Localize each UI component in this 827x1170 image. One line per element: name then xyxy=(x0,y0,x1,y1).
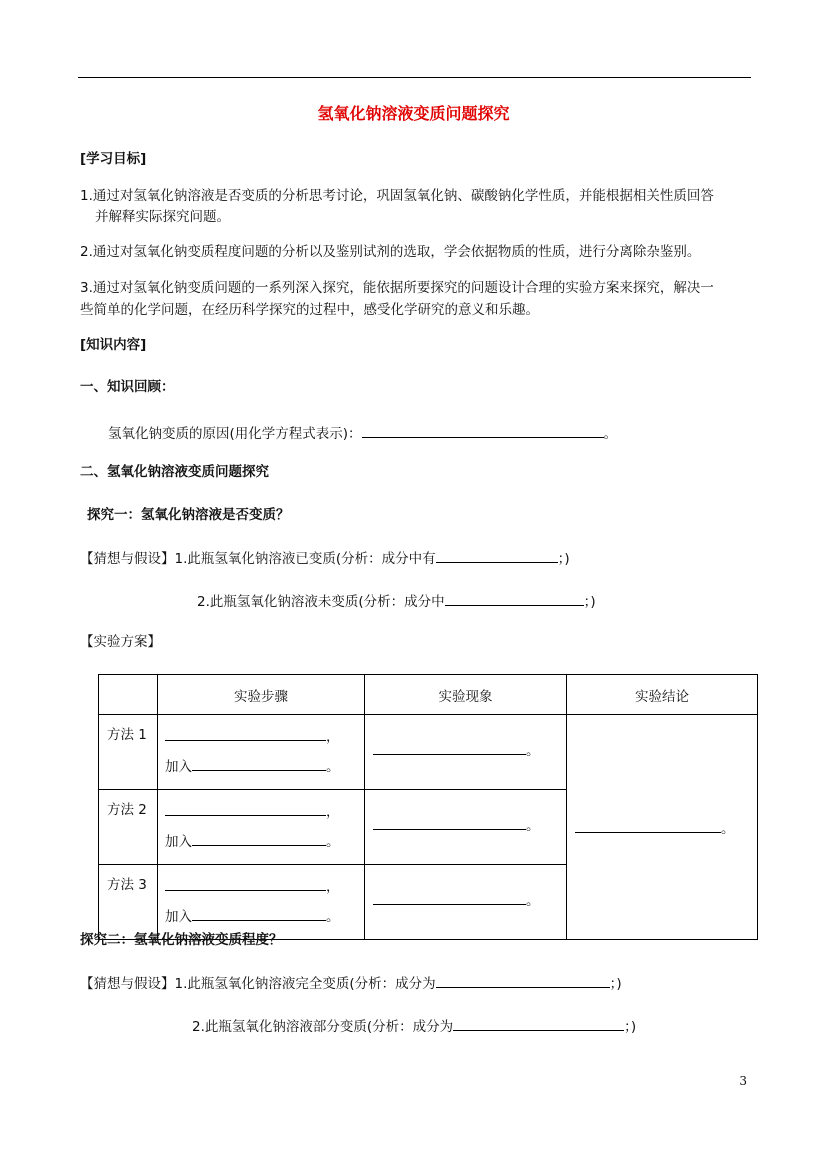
table-row xyxy=(99,715,758,790)
inquiry-1-hypothesis-2 xyxy=(197,591,596,611)
header-phenomena: 实验现象 xyxy=(365,675,567,715)
hypothesis-label: 【猜想与假设】 xyxy=(80,976,175,992)
inquiry-2-hypothesis-1 xyxy=(80,973,622,993)
experiment-table xyxy=(98,674,758,940)
goal-3-line-1: 3.通过对氢氧化钠变质问题的一系列深入探究，能依据所要探究的问题设计合理的实验方案来探究，解决一 xyxy=(80,280,714,296)
review-blank[interactable] xyxy=(362,423,604,438)
hypothesis-2-blank[interactable] xyxy=(445,591,584,606)
period: 。 xyxy=(526,743,540,759)
method-1-label: 方法 1 xyxy=(99,715,158,790)
method-2-phenomena xyxy=(365,790,567,865)
inquiry-2-hypothesis-2 xyxy=(192,1016,636,1036)
hypothesis-1-suffix: ；) xyxy=(557,551,570,567)
method-3-label: 方法 3 xyxy=(99,865,158,940)
header-steps: 实验步骤 xyxy=(158,675,365,715)
method-1-phenomena-blank[interactable] xyxy=(373,740,526,755)
review-heading: 一、知识回顾： xyxy=(80,379,175,395)
inquiry-1-hypothesis-1 xyxy=(80,548,570,568)
inquiry-2-hypothesis-2-blank[interactable] xyxy=(453,1016,624,1031)
comma: ， xyxy=(326,729,340,745)
inquiry-1-heading: 探究一：氢氧化钠溶液是否变质？ xyxy=(87,507,290,523)
hypothesis-1-suffix: ；) xyxy=(609,976,622,992)
inquiry-2-hypothesis-1-blank[interactable] xyxy=(436,973,610,988)
goals-heading: [学习目标] xyxy=(80,151,147,167)
period: 。 xyxy=(326,909,340,925)
section-2-heading: 二、氢氧化钠溶液变质问题探究 xyxy=(80,464,269,480)
goal-1-line-2: 并解释实际探究问题。 xyxy=(95,209,230,225)
method-3-phenomena-blank[interactable] xyxy=(373,890,526,905)
inquiry-2-heading: 探究二：氢氧化钠溶液变质程度？ xyxy=(80,932,283,948)
method-2-step-blank[interactable] xyxy=(165,801,326,816)
document-title: 氢氧化钠溶液变质问题探究 xyxy=(317,104,510,123)
conclusion-blank[interactable] xyxy=(575,818,721,833)
method-3-steps xyxy=(158,865,365,940)
hypothesis-1-text: 1.此瓶氢氧化钠溶液已变质(分析：成分中有 xyxy=(174,551,436,567)
hypothesis-label: 【猜想与假设】 xyxy=(80,551,175,567)
hypothesis-1-text: 1.此瓶氢氧化钠溶液完全变质(分析：成分为 xyxy=(174,976,436,992)
hypothesis-2-suffix: ；) xyxy=(583,594,596,610)
review-question xyxy=(108,423,617,443)
method-1-step-blank[interactable] xyxy=(165,726,326,741)
conclusion-cell xyxy=(567,715,758,940)
method-2-reagent-blank[interactable] xyxy=(192,831,326,846)
hypothesis-2-text: 2.此瓶氢氧化钠溶液未变质(分析：成分中 xyxy=(197,594,445,610)
method-3-step-blank[interactable] xyxy=(165,876,326,891)
hypothesis-2-suffix: ；) xyxy=(624,1019,637,1035)
add-label: 加入 xyxy=(165,909,192,925)
method-1-phenomena xyxy=(365,715,567,790)
period: 。 xyxy=(326,759,340,775)
table-header-row xyxy=(99,675,758,715)
method-2-steps xyxy=(158,790,365,865)
period: 。 xyxy=(326,834,340,850)
goal-2: 2.通过对氢氧化钠变质程度问题的分析以及鉴别试剂的选取，学会依据物质的性质，进行分离除杂鉴别。 xyxy=(80,244,701,260)
method-2-phenomena-blank[interactable] xyxy=(373,815,526,830)
goal-3-line-2: 些简单的化学问题，在经历科学探究的过程中，感受化学研究的意义和乐趣。 xyxy=(80,302,539,318)
method-1-steps xyxy=(158,715,365,790)
review-prompt: 氢氧化钠变质的原因(用化学方程式表示)： xyxy=(108,426,362,442)
hypothesis-2-text: 2.此瓶氢氧化钠溶液部分变质(分析：成分为 xyxy=(192,1019,454,1035)
review-end: 。 xyxy=(603,426,618,442)
header-conclusion: 实验结论 xyxy=(567,675,758,715)
method-1-reagent-blank[interactable] xyxy=(192,756,326,771)
period: 。 xyxy=(526,893,540,909)
goal-1-line-1: 1.通过对氢氧化钠溶液是否变质的分析思考讨论，巩固氢氧化钠、碳酸钠化学性质，并能根据相关性质回答 xyxy=(80,188,714,204)
header-rule xyxy=(78,77,751,78)
hypothesis-1-blank[interactable] xyxy=(436,548,558,563)
page-number: 3 xyxy=(739,1074,747,1088)
add-label: 加入 xyxy=(165,834,192,850)
method-3-reagent-blank[interactable] xyxy=(192,906,326,921)
method-2-label: 方法 2 xyxy=(99,790,158,865)
comma: ， xyxy=(326,804,340,820)
period: 。 xyxy=(721,821,735,837)
header-blank xyxy=(99,675,158,715)
add-label: 加入 xyxy=(165,759,192,775)
method-3-phenomena xyxy=(365,865,567,940)
plan-label: 【实验方案】 xyxy=(80,634,161,650)
period: 。 xyxy=(526,818,540,834)
content-heading: [知识内容] xyxy=(80,337,147,353)
comma: ， xyxy=(326,879,340,895)
